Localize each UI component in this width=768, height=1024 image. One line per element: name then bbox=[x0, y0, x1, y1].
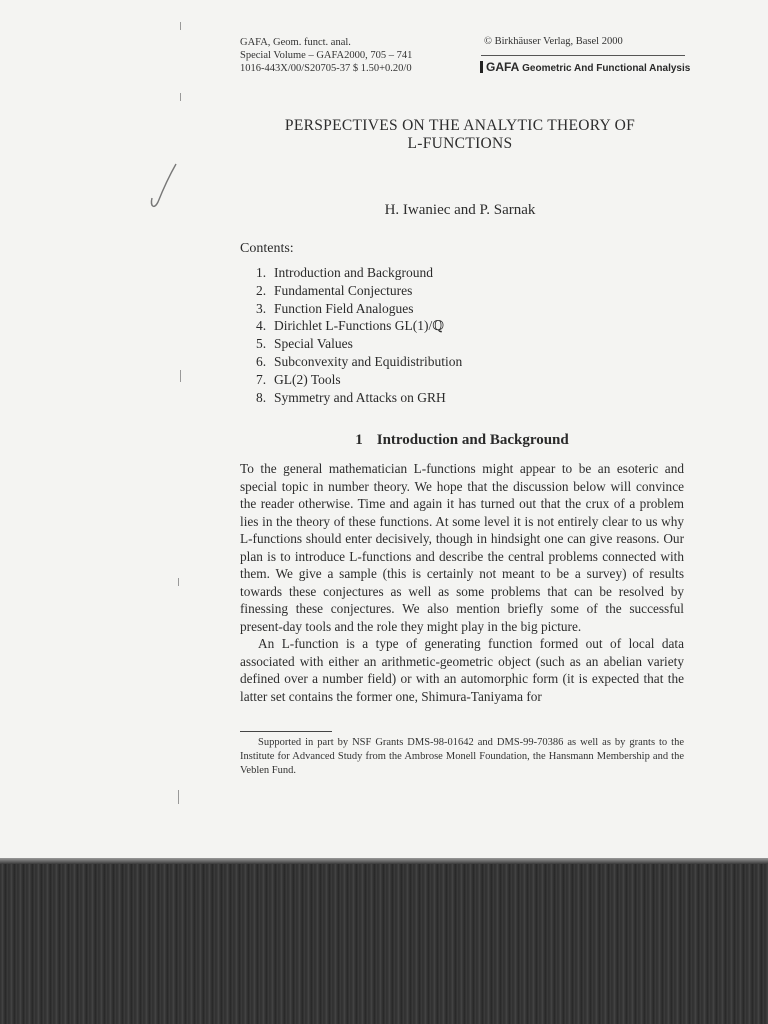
footnote-rule bbox=[240, 731, 332, 732]
toc-label: Fundamental Conjectures bbox=[274, 282, 413, 298]
toc-label: Subconvexity and Equidistribution bbox=[274, 353, 463, 369]
scan-mark bbox=[180, 370, 181, 382]
paragraph: An L-function is a type of generating function formed out of local data associated with either an arithmetic-geometric object (such as an abelian variety defined over a number field) or with an automorphic form (it is expected that the latter set contains the former one, Shimura-Taniyama for bbox=[240, 636, 684, 704]
paper-title bbox=[200, 117, 720, 153]
paragraph: To the general mathematician L-functions might appear to be an esoteric and special topic in number theory. We hope that the discussion below will convince the reader otherwise. Time and again it has turned out that the crux of a problem lies in the theory of these functions. At some level it is not entirely clear to us why L-functions should enter decisively, though in hindsight one can give reasons. Our plan is to introduce L-functions and describe the central problems connected with them. We give a sample (this is certainly not meant to be a survey) of results towards these conjectures as well as some problems that can be resolved by finessing these conjectures. We also mention briefly some of the successful present-day tools and the role they might play in the big picture. bbox=[240, 461, 684, 634]
scan-mark bbox=[178, 578, 179, 586]
title-line-2: L-FUNCTIONS bbox=[407, 135, 513, 152]
title-line-1: PERSPECTIVES ON THE ANALYTIC THEORY OF bbox=[284, 117, 636, 134]
toc-label: Introduction and Background bbox=[274, 265, 433, 280]
journal-line: GAFA, Geom. funct. anal. bbox=[240, 37, 351, 48]
toc-item bbox=[256, 282, 462, 300]
toc-number: 5. bbox=[256, 336, 267, 352]
section-heading bbox=[240, 432, 684, 449]
toc-label: Symmetry and Attacks on GRH bbox=[274, 389, 446, 405]
section-number: 1 bbox=[355, 432, 363, 448]
journal-logo bbox=[480, 60, 690, 74]
toc-label: GL(2) Tools bbox=[274, 371, 341, 387]
journal-line: 1016-443X/00/S20705-37 $ 1.50+0.20/0 bbox=[240, 63, 412, 74]
section-title: Introduction and Background bbox=[376, 432, 569, 448]
toc-item bbox=[256, 371, 462, 389]
toc-number: 1. bbox=[256, 265, 267, 280]
toc-item bbox=[256, 389, 462, 407]
pencil-check-mark bbox=[140, 158, 190, 213]
scan-dark-region bbox=[0, 858, 768, 1024]
toc-label: Dirichlet L-Functions GL(1)/ℚ bbox=[274, 318, 444, 334]
header-rule bbox=[481, 55, 685, 56]
toc-item bbox=[256, 317, 462, 335]
toc-label: Special Values bbox=[274, 336, 353, 352]
journal-line: Special Volume – GAFA2000, 705 – 741 bbox=[240, 50, 413, 61]
toc-number: 7. bbox=[256, 371, 267, 387]
footnote: Supported in part by NSF Grants DMS-98-01642 and DMS-99-70386 as well as by grants to the Institute for Advanced Study from the Ambrose Monell Foundation, the Hansmann Membership and the Veblen Fund. bbox=[240, 737, 684, 776]
table-of-contents bbox=[256, 264, 462, 406]
body-text bbox=[240, 460, 684, 705]
toc-item bbox=[256, 353, 462, 371]
toc-item bbox=[256, 264, 462, 282]
journal-info bbox=[240, 36, 412, 75]
toc-item bbox=[256, 335, 462, 353]
scan-mark bbox=[180, 22, 181, 30]
authors: H. Iwaniec and P. Sarnak bbox=[384, 202, 536, 218]
toc-number: 2. bbox=[256, 282, 267, 298]
toc-number: 4. bbox=[256, 318, 267, 334]
logo-bar-icon bbox=[480, 61, 483, 73]
toc-item bbox=[256, 300, 462, 318]
scan-mark bbox=[180, 93, 181, 101]
copyright-line: © Birkhäuser Verlag, Basel 2000 bbox=[484, 36, 623, 47]
toc-number: 6. bbox=[256, 353, 267, 369]
toc-number: 3. bbox=[256, 300, 267, 316]
scan-mark bbox=[178, 790, 179, 804]
toc-number: 8. bbox=[256, 389, 267, 405]
logo-text: Geometric And Functional Analysis bbox=[522, 63, 691, 74]
logo-gafa: GAFA bbox=[486, 60, 520, 74]
contents-heading: Contents: bbox=[240, 241, 294, 256]
toc-label: Function Field Analogues bbox=[274, 300, 414, 316]
